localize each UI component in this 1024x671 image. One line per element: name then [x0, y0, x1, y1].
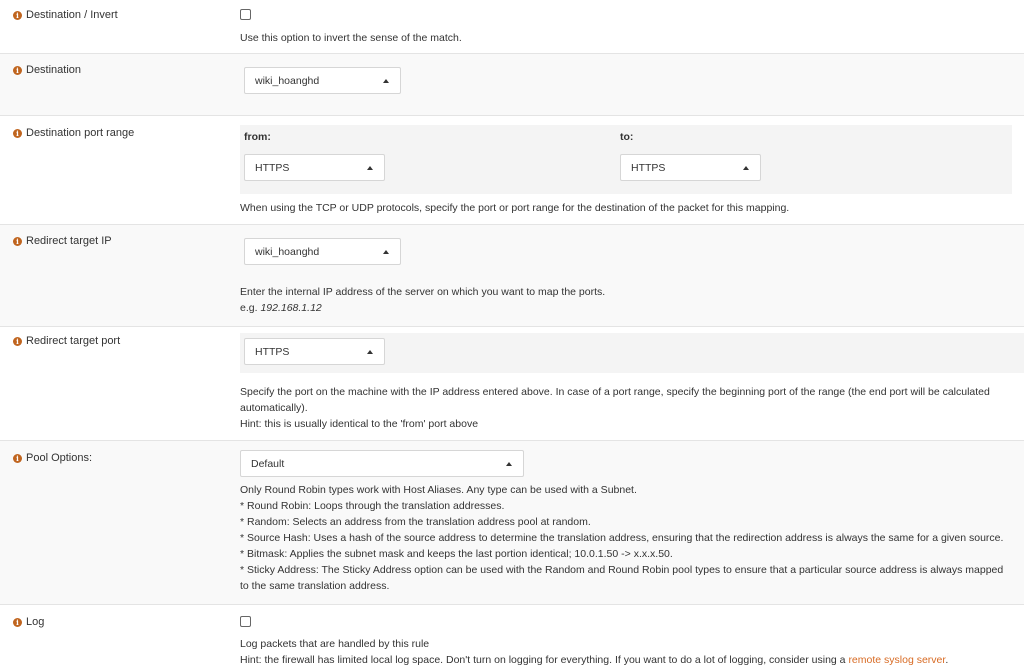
port-range-panel	[240, 125, 1012, 194]
caret-up-icon	[383, 250, 389, 254]
help-line	[240, 652, 1015, 668]
from-port-select[interactable]	[244, 154, 385, 181]
help-line: * Random: Selects an address from the translation address pool at random.	[240, 516, 591, 528]
destination-label: Destination	[26, 64, 82, 76]
redirect-target-ip-label: Redirect target IP	[26, 235, 112, 247]
row-destination	[0, 54, 1024, 116]
redirect-target-port-value: HTTPS	[255, 345, 290, 358]
redirect-target-ip-help	[240, 284, 1015, 316]
help-line: * Sticky Address: The Sticky Address option can be used with the Random and Round Robin pool types to ensure that a particular source address is always mapped	[240, 564, 1004, 576]
info-icon[interactable]: i	[13, 454, 22, 463]
caret-up-icon	[367, 166, 373, 170]
to-label: to:	[620, 131, 634, 143]
pool-options-help	[240, 482, 1015, 594]
destination-select[interactable]	[244, 67, 401, 94]
redirect-target-ip-help-text: Enter the internal IP address of the server on which you want to map the ports.	[240, 286, 606, 298]
field-label	[13, 9, 118, 21]
help-line: Specify the port on the machine with the IP address entered above. In case of a port range, specify the beginning port of the range (the end port will be calculated	[240, 386, 990, 398]
help-line: * Bitmask: Applies the subnet mask and keeps the last portion identical; 10.0.1.50 -> x.x.x.50.	[240, 548, 673, 560]
redirect-target-port-help	[240, 384, 1015, 432]
example-value: 192.168.1.12	[260, 302, 322, 314]
to-port-value: HTTPS	[631, 161, 666, 174]
example-prefix: e.g.	[240, 302, 258, 314]
help-line: to the same translation address.	[240, 580, 390, 592]
row-pool-options	[0, 441, 1024, 605]
row-destination-invert	[0, 0, 1024, 54]
redirect-target-ip-value: wiki_hoanghd	[255, 245, 320, 258]
pool-options-value: Default	[251, 457, 285, 470]
help-line: automatically).	[240, 402, 308, 414]
info-icon[interactable]: i	[13, 237, 22, 246]
help-line: * Source Hash: Uses a hash of the source address to determine the translation address, ensuring that the redirection address is always the same for a given source.	[240, 532, 1004, 544]
log-hint-text: Hint: the firewall has limited local log space. Don't turn on logging for everything. If you want to do a lot of logging, consider using a	[240, 654, 846, 666]
help-line: Hint: this is usually identical to the 'from' port above	[240, 418, 479, 430]
log-label: Log	[26, 616, 45, 628]
row-destination-port-range	[0, 116, 1024, 225]
field-label	[13, 452, 92, 464]
info-icon[interactable]: i	[13, 618, 22, 627]
log-checkbox[interactable]	[240, 616, 251, 627]
info-icon[interactable]: i	[13, 11, 22, 20]
log-help	[240, 636, 1015, 668]
row-log	[0, 605, 1024, 671]
help-line: Log packets that are handled by this rule	[240, 638, 430, 650]
field-label	[13, 616, 44, 628]
destination-select-value: wiki_hoanghd	[255, 74, 320, 87]
destination-invert-help: Use this option to invert the sense of the match.	[240, 32, 462, 44]
from-port-value: HTTPS	[255, 161, 290, 174]
row-redirect-target-port	[0, 327, 1024, 441]
field-label	[13, 235, 112, 247]
redirect-target-ip-select[interactable]	[244, 238, 401, 265]
info-icon[interactable]: i	[13, 129, 22, 138]
redirect-target-port-select[interactable]	[244, 338, 385, 365]
field-label	[13, 64, 81, 76]
destination-port-range-help: When using the TCP or UDP protocols, specify the port or port range for the destination of the packet for this mapping.	[240, 202, 790, 214]
help-line: * Round Robin: Loops through the translation addresses.	[240, 500, 505, 512]
caret-up-icon	[506, 462, 512, 466]
pool-options-label: Pool Options:	[26, 452, 93, 464]
destination-invert-checkbox[interactable]	[240, 9, 251, 20]
field-label	[13, 127, 134, 139]
redirect-target-port-label: Redirect target port	[26, 335, 121, 347]
from-label: from:	[244, 131, 271, 143]
remote-syslog-link[interactable]: remote syslog server	[848, 654, 946, 666]
field-label	[13, 335, 120, 347]
caret-up-icon	[383, 79, 389, 83]
log-hint-end: .	[945, 654, 949, 666]
pool-options-select[interactable]	[240, 450, 524, 477]
destination-port-range-label: Destination port range	[26, 127, 135, 139]
help-line: Only Round Robin types work with Host Aliases. Any type can be used with a Subnet.	[240, 484, 637, 496]
caret-up-icon	[367, 350, 373, 354]
info-icon[interactable]: i	[13, 66, 22, 75]
destination-invert-label: Destination / Invert	[26, 9, 118, 21]
info-icon[interactable]: i	[13, 337, 22, 346]
redirect-target-ip-example	[240, 300, 1015, 316]
caret-up-icon	[743, 166, 749, 170]
to-port-select[interactable]	[620, 154, 761, 181]
row-redirect-target-ip	[0, 225, 1024, 327]
